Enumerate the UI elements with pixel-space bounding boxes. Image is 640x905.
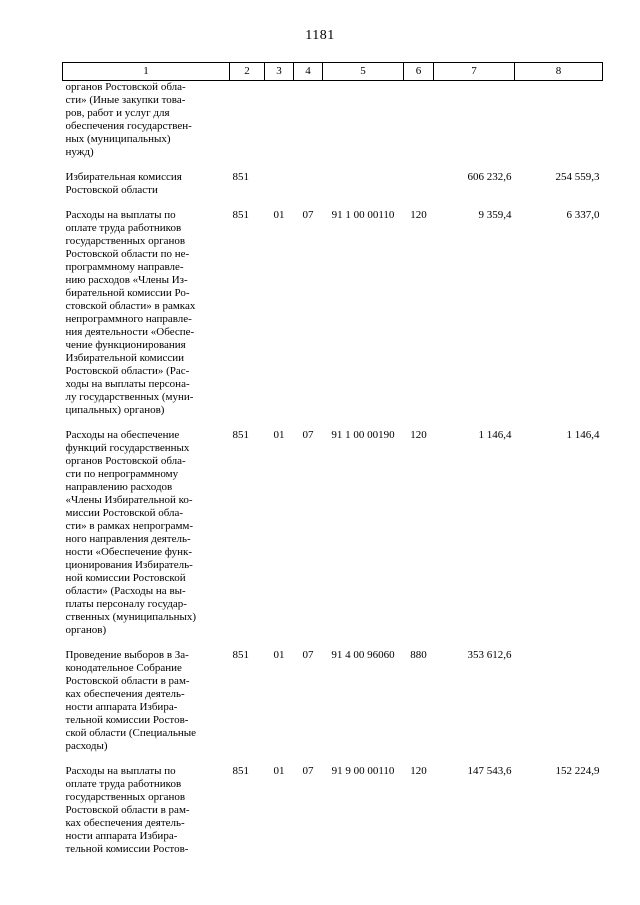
cell-amount-year-2: 6 337,0	[566, 209, 600, 221]
cell-section: 01	[273, 429, 285, 441]
description-line: органов Ростовской обла-	[65, 81, 186, 93]
description-line: Ростовской области по не-	[65, 248, 190, 260]
cell-amount-year-2: 1 146,4	[566, 429, 600, 441]
description-line: лу государственных (муни-	[65, 391, 194, 403]
column-header-3: 3	[265, 63, 294, 81]
cell-ministry: 851	[232, 171, 249, 183]
column-header-7: 7	[434, 63, 515, 81]
cell-section	[265, 171, 294, 197]
row-spacer	[63, 753, 603, 765]
cell-subsection: 07	[302, 209, 314, 221]
description-line: «Члены Избирательной ко-	[65, 494, 193, 506]
row-spacer-cell	[63, 637, 603, 649]
description-line: ках обеспечения деятель-	[65, 688, 185, 700]
column-header-2: 2	[230, 63, 265, 81]
description-line: ния деятельности «Обеспе-	[65, 326, 195, 338]
description-line: функций государственных	[65, 442, 190, 454]
description-line: государственных органов	[65, 791, 186, 803]
table-row	[63, 81, 603, 160]
cell-ministry: 851	[232, 649, 249, 661]
description-line: Ростовской области в рам-	[65, 804, 190, 816]
cell-amount-year-1: 606 232,6	[467, 171, 512, 183]
table-header-row	[63, 63, 603, 81]
row-spacer-cell	[63, 753, 603, 765]
description-line: тельной комиссии Ростов-	[65, 843, 189, 855]
cell-amount-year-1	[434, 81, 515, 160]
description-line: сти» (Иные закупки това-	[65, 94, 186, 106]
description-line: ской области (Специальные	[65, 727, 197, 739]
cell-ministry: 851	[232, 765, 249, 777]
row-spacer-cell	[63, 159, 603, 171]
cell-description	[63, 649, 230, 753]
cell-amount-year-1: 9 359,4	[478, 209, 512, 221]
description-line: ционирования Избиратель-	[65, 559, 193, 571]
cell-description	[63, 429, 230, 637]
description-line: Избирательная комиссия	[65, 171, 182, 183]
description-line: Расходы на выплаты по	[65, 765, 176, 777]
description-line: Ростовской области	[65, 184, 158, 196]
description-line: миссии Ростовской обла-	[65, 507, 184, 519]
cell-section: 01	[273, 209, 285, 221]
cell-description	[63, 171, 230, 197]
description-line: Расходы на выплаты по	[65, 209, 176, 221]
cell-target-item	[323, 81, 404, 160]
description-line: нужд)	[65, 146, 94, 158]
description-line: чение функционирования	[65, 339, 186, 351]
description-line: ной комиссии Ростовской	[65, 572, 186, 584]
cell-section	[265, 81, 294, 160]
description-line: платы персоналу государ-	[65, 598, 187, 610]
cell-amount-year-1: 1 146,4	[478, 429, 512, 441]
description-line: бирательной комиссии Ро-	[65, 287, 190, 299]
description-line: обеспечения государствен-	[65, 120, 192, 132]
description-line: органов)	[65, 624, 107, 636]
table-row	[63, 765, 603, 856]
cell-expense-type	[404, 171, 434, 197]
description-line: Избирательной комиссии	[65, 352, 185, 364]
cell-subsection	[294, 171, 323, 197]
cell-subsection: 07	[302, 429, 314, 441]
column-header-5: 5	[323, 63, 404, 81]
cell-subsection	[294, 81, 323, 160]
description-line: непрограммного направле-	[65, 313, 192, 325]
description-line: Ростовской области в рам-	[65, 675, 190, 687]
cell-target-item	[323, 171, 404, 197]
description-line: ности аппарата Избира-	[65, 830, 178, 842]
cell-expense-type	[404, 81, 434, 160]
description-line: стовской области» в рамках	[65, 300, 196, 312]
description-line: ности «Обеспечение функ-	[65, 546, 192, 558]
cell-expense-type: 120	[410, 209, 427, 221]
table-row	[63, 171, 603, 197]
description-line: области» (Расходы на вы-	[65, 585, 186, 597]
cell-expense-type: 120	[410, 429, 427, 441]
row-spacer-cell	[63, 197, 603, 209]
description-line: ности аппарата Избира-	[65, 701, 178, 713]
description-line: ходы на выплаты персона-	[65, 378, 190, 390]
budget-table	[62, 62, 603, 856]
cell-target-item: 91 4 00 96060	[331, 649, 395, 661]
description-line: сти по непрограммному	[65, 468, 179, 480]
cell-amount-year-1: 353 612,6	[467, 649, 512, 661]
cell-amount-year-2: 254 559,3	[555, 171, 600, 183]
cell-subsection: 07	[302, 649, 314, 661]
description-line: оплате труда работников	[65, 778, 182, 790]
column-header-8: 8	[515, 63, 603, 81]
description-line: ров, работ и услуг для	[65, 107, 170, 119]
row-spacer	[63, 637, 603, 649]
description-line: Проведение выборов в За-	[65, 649, 189, 661]
cell-ministry	[230, 81, 265, 160]
description-line: ного направления деятель-	[65, 533, 191, 545]
description-line: направлению расходов	[65, 481, 173, 493]
description-line: ках обеспечения деятель-	[65, 817, 185, 829]
description-line: конодательное Собрание	[65, 662, 182, 674]
description-line: ципальных) органов)	[65, 404, 165, 416]
cell-amount-year-2	[515, 649, 603, 753]
description-line: ственных (муниципальных)	[65, 611, 197, 623]
cell-target-item: 91 1 00 00190	[331, 429, 395, 441]
column-header-4: 4	[294, 63, 323, 81]
row-spacer	[63, 417, 603, 429]
cell-expense-type: 120	[410, 765, 427, 777]
description-line: программному направле-	[65, 261, 184, 273]
cell-section: 01	[273, 765, 285, 777]
description-line: государственных органов	[65, 235, 186, 247]
cell-ministry: 851	[232, 429, 249, 441]
page-number: 1181	[305, 28, 335, 43]
description-line: тельной комиссии Ростов-	[65, 714, 189, 726]
row-spacer	[63, 197, 603, 209]
description-line: органов Ростовской обла-	[65, 455, 186, 467]
cell-amount-year-2: 152 224,9	[555, 765, 600, 777]
cell-amount-year-2	[515, 81, 603, 160]
description-line: Расходы на обеспечение	[65, 429, 180, 441]
description-line: Ростовской области» (Рас-	[65, 365, 190, 377]
cell-target-item: 91 9 00 00110	[331, 765, 395, 777]
table-body	[63, 81, 603, 857]
cell-subsection: 07	[302, 765, 314, 777]
column-header-1: 1	[63, 63, 230, 81]
row-spacer-cell	[63, 417, 603, 429]
description-line: сти» в рамках непрограмм-	[65, 520, 194, 532]
cell-description	[63, 209, 230, 417]
cell-section: 01	[273, 649, 285, 661]
cell-description	[63, 81, 230, 160]
cell-expense-type: 880	[410, 649, 427, 661]
column-header-6: 6	[404, 63, 434, 81]
description-line: расходы)	[65, 740, 108, 752]
table-row	[63, 209, 603, 417]
table-row	[63, 649, 603, 753]
description-line: оплате труда работников	[65, 222, 182, 234]
cell-description	[63, 765, 230, 856]
cell-ministry: 851	[232, 209, 249, 221]
row-spacer	[63, 159, 603, 171]
cell-amount-year-1: 147 543,6	[467, 765, 512, 777]
description-line: ных (муниципальных)	[65, 133, 171, 145]
description-line: нию расходов «Члены Из-	[65, 274, 188, 286]
cell-target-item: 91 1 00 00110	[331, 209, 395, 221]
table-row	[63, 429, 603, 637]
